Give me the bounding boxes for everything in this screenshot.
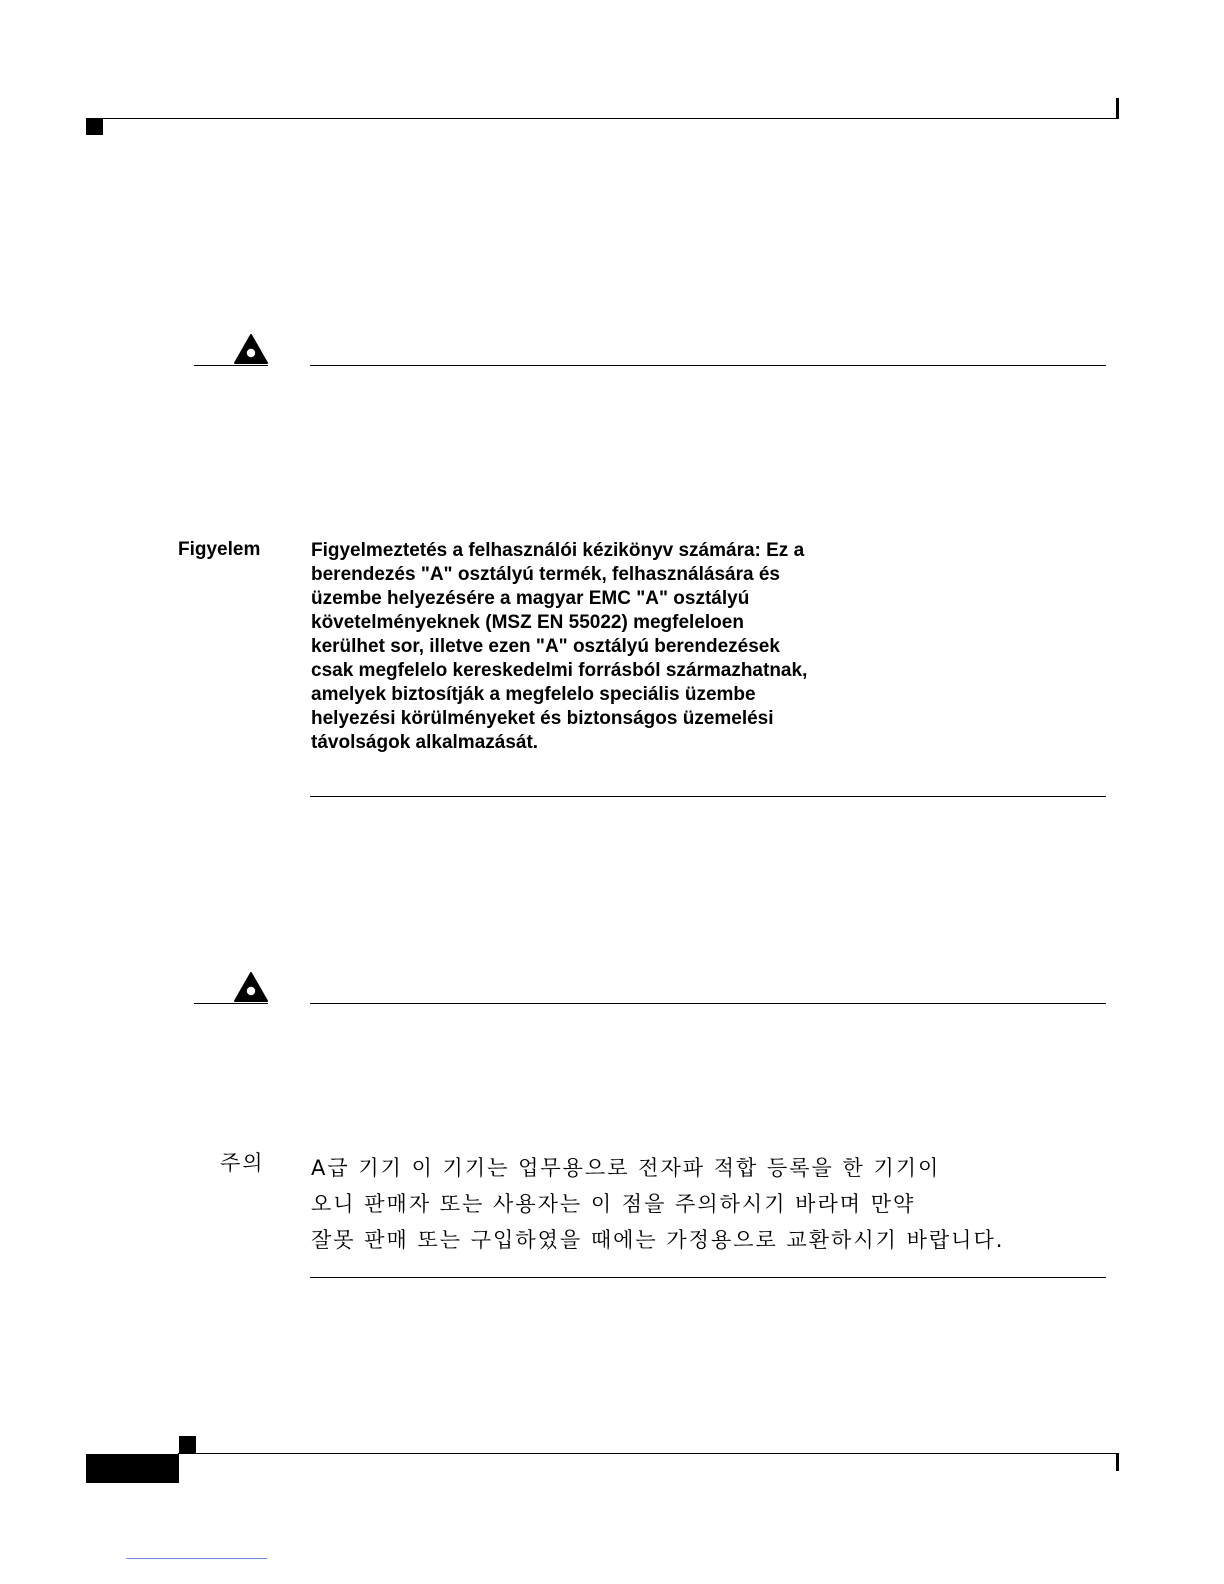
notice-top-rule	[310, 365, 1106, 366]
notice-bottom-rule	[310, 796, 1106, 797]
notice-text: A급 기기 이 기기는 업무용으로 전자파 적합 등록을 한 기기이 오니 판매자 또는 사용자는 이 점을 주의하시기 바라며 만약 잘못 판매 또는 구입하였을 때에는 가정용으로 교환하시기 바랍니다.	[311, 1156, 1005, 1252]
header-square-marker	[86, 119, 103, 135]
notice-bottom-rule	[310, 1277, 1106, 1278]
footer-link-underline	[126, 1558, 267, 1559]
footer-page-tab	[86, 1454, 179, 1483]
header-corner-tick	[1116, 98, 1119, 119]
caution-icon-underline	[194, 365, 268, 366]
notice-top-rule	[310, 1003, 1106, 1004]
caution-icon-underline	[194, 1003, 268, 1004]
notice-label: Figyelem	[178, 539, 261, 560]
footer-corner-tick	[1116, 1454, 1119, 1471]
footer-square-marker	[179, 1436, 196, 1453]
header-rule	[86, 118, 1119, 119]
caution-triangle-icon	[233, 333, 269, 365]
notice-label: 주의	[220, 1151, 265, 1175]
footer-rule	[178, 1453, 1119, 1454]
notice-text: Figyelmeztetés a felhasználói kézikönyv számára: Ez a berendezés "A" osztályú termék, felhasználására és üzembe helyezésére a magyar EMC "A" osztályú követelményeknek (MSZ EN 55022) megfeleloen kerülhet sor, illetve ezen "A" osztályú berendezések csak megfelelo kereskedelmi forrásból származhatnak, amelyek biztosítják a megfelelo speciális üzembe helyezési körülményeket és biztonságos üzemelési távolságok alkalmazását.	[311, 540, 808, 753]
caution-triangle-icon	[233, 971, 269, 1003]
